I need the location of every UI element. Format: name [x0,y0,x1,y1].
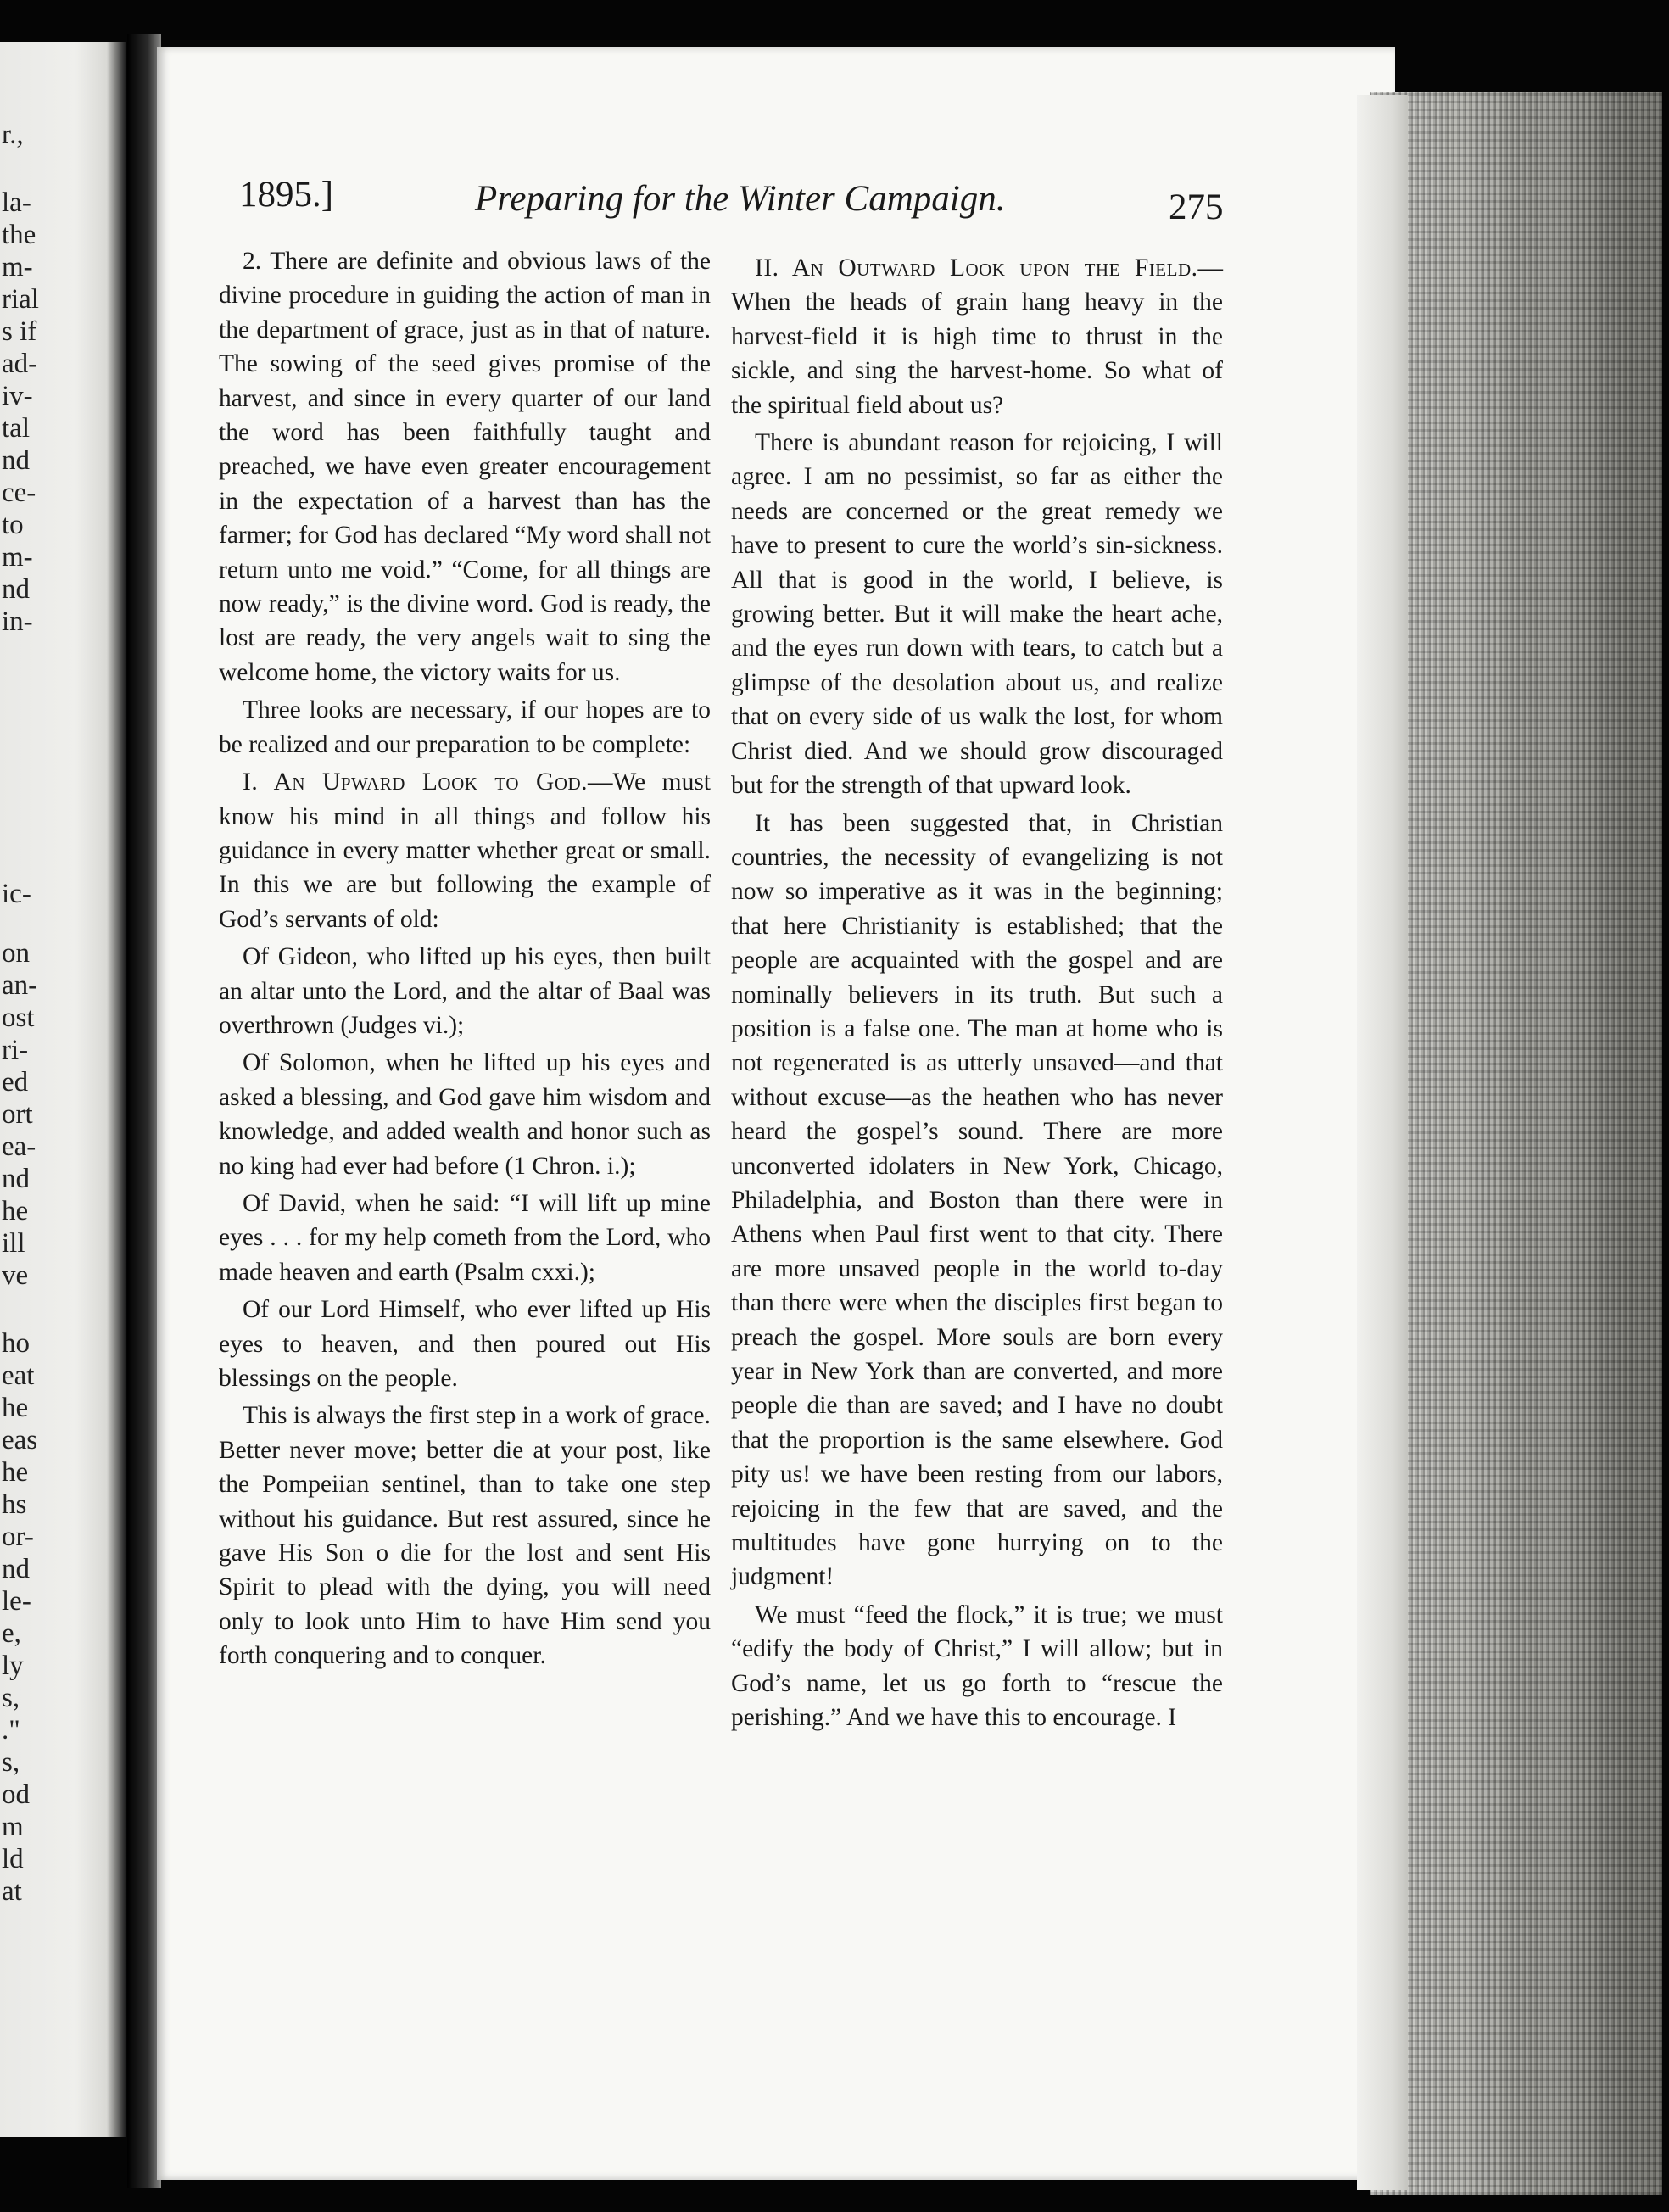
previous-page-text-fragment: iv- [2,381,33,411]
previous-page-text-fragment: ed [2,1067,29,1098]
previous-page-text-fragment: ho [2,1328,30,1359]
previous-page-text-fragment: ic- [2,879,31,909]
previous-page-text-fragment: s, [2,1747,20,1778]
previous-page-text-fragment: nd [2,1164,30,1194]
book-gutter [127,34,161,2188]
previous-page-text-fragment: eas [2,1425,38,1455]
previous-page-text-fragment: tal [2,413,30,444]
section-upward-look [219,765,711,936]
previous-page-text-fragment: he [2,1457,29,1488]
previous-page-text-fragment: ad- [2,349,38,379]
previous-page-text-fragment: ve [2,1260,29,1291]
section-heading-upward-look: I. An Upward Look to God. [243,768,589,796]
previous-page-text-fragment: m- [2,542,33,573]
previous-page-text-fragment: ri- [2,1035,29,1065]
previous-page-text-fragment: to [2,510,24,540]
paragraph-solomon: Of Solomon, when he lifted up his eyes and asked a blessing, and God gave him wisdom and knowledge, and added wealth and honor such as no king had ever had before (1 Chron. i.); [219,1049,711,1180]
previous-page-text-fragment: s, [2,1683,20,1713]
previous-page-text-fragment: ea- [2,1131,36,1162]
previous-page-text-fragment: nd [2,1554,30,1584]
previous-page-text-fragment: eat [2,1360,35,1391]
previous-page-text-fragment: on [2,938,30,969]
previous-page-text-fragment: ld [2,1844,24,1874]
paragraph-our-lord: Of our Lord Himself, who ever lifted up His eyes to heaven, and then poured out His blessings on the people. [219,1296,711,1392]
right-text-column [731,251,1223,1734]
previous-page-text-fragment: ly [2,1651,24,1681]
previous-page-text-fragment: ort [2,1099,33,1130]
previous-page-text-fragment: r., [2,120,24,150]
page-number: 275 [1169,187,1224,227]
page-stack-edge [1370,92,1662,2195]
previous-page-text-fragment: at [2,1876,22,1907]
previous-page-text-fragment: ." [2,1715,20,1746]
page-edge-highlight [1357,95,1408,2190]
previous-page-text-fragment: m [2,1812,24,1842]
previous-page-text-fragment: rial [2,284,39,315]
previous-page-text-fragment: nd [2,574,30,605]
previous-page-text-fragment: an- [2,970,38,1001]
previous-page-text-fragment: la- [2,187,31,218]
paragraph-david: Of David, when he said: “I will lift up mine eyes . . . for my help cometh from the Lord, who made heaven and earth (Psalm cxxi.); [219,1189,711,1286]
paragraph-evangelizing: It has been suggested that, in Christian countries, the necessity of evangelizing is not now so imperative as it was in the beginning; that here Christianity is established; that the people are acquainted with the gospel and are nominally believers in its truth. But such a position is a false one. The man at home who is not regenerated is as utterly unsaved—and that without excuse—as the heathen who has never heard the gospel’s sound. There are more unconverted idolaters in New York, Chicago, Philadelphia, and Boston than there were in Athens when Paul first went to that city. There are more unsaved people in the world to-day than there were when the disciples first began to preach the gospel. More souls are born every year in New York than are converted, and more people die than are saved; and I have no doubt that the proportion is the same elsewhere. God pity us! we have been resting from our labors, rejoicing in the few that are saved, and the multitudes have gone hurrying on to the judgment! [731,809,1223,1591]
paragraph-gideon: Of Gideon, who lifted up his eyes, then built an altar unto the Lord, and the altar of Baal was overthrown (Judges vi.); [219,943,711,1039]
previous-page-text-fragment: ost [2,1003,35,1033]
previous-page-text-fragment: nd [2,445,30,476]
previous-page-text-fragment: in- [2,606,33,637]
header-running-title: Preparing for the Winter Campaign. [475,179,1006,219]
paragraph-three-looks: Three looks are necessary, if our hopes are to be realized and our preparation to be complete: [219,696,711,758]
previous-page-text-fragment: hs [2,1489,27,1520]
running-header [0,161,1662,237]
section-upward-look-text: —We must know his mind in all things and follow his guidance in every matter whether great or small. In this we are but following the example of God’s servants of old: [219,768,712,933]
previous-page-text-fragment: e, [2,1618,21,1649]
paragraph-divine-procedure: 2. There are definite and obvious laws of the divine procedure in guiding the action of man in the department of grace, just as in that of nature. The sowing of the seed gives promise of the harvest, and since in every quarter of our land the word has been faithfully taught and preached, we have even greater encouragement in the expectation of a harvest than has the farmer; for God has declared “My word shall not return unto me void.” “Come, for all things are now ready,” is the divine word. God is ready, the lost are ready, the very angels wait to sing the welcome home, the victory waits for us. [219,248,711,686]
section-outward-look [731,251,1223,422]
section-heading-outward-look: II. An Outward Look upon the Field. [755,254,1198,282]
header-year: 1895.] [239,175,334,215]
previous-page-text-fragment: or- [2,1522,34,1552]
paragraph-first-step: This is always the first step in a work of grace. Better never move; better die at your post, like the Pompeiian sentinel, than to take one step without his guidance. But rest assured, since he gave His Son o die for the lost and sent His Spirit to plead with the dying, you will need only to look unto Him to have Him send you forth conquering and to conquer. [219,1402,711,1670]
previous-page-text-fragment: ill [2,1228,25,1259]
previous-page-text-fragment: le- [2,1586,31,1617]
previous-page-text-fragment: he [2,1196,29,1226]
previous-page-text-fragment: m- [2,252,33,282]
previous-page-text-fragment: od [2,1779,30,1810]
paragraph-rejoicing: There is abundant reason for rejoicing, I will agree. I am no pessimist, so far as either the needs are concerned or the great remedy we have to present to cure the world’s sin-sickness. All that is good in the world, I believe, is growing better. But it will make the heart ache, and the eyes run down with tears, to catch but a glimpse of the desolation about us, and realize that on every side of us walk the lost, for whom Christ died. And we should grow discouraged but for the strength of that upward look. [731,429,1223,800]
paragraph-feed-the-flock: We must “feed the flock,” it is true; we must “edify the body of Christ,” I will allow; but in God’s name, let us go forth to “rescue the perishing.” And we have this to encourage. I [731,1600,1223,1732]
section-outward-look-text: —When the heads of grain hang heavy in the harvest-field it is high time to thrust in the sickle, and sing the harvest-home. So what of the spiritual field about us? [731,254,1223,419]
previous-page-text-fragment: the [2,220,36,250]
previous-page-text-fragment: ce- [2,478,36,508]
previous-page-text-fragment: he [2,1393,29,1423]
left-text-column [219,244,711,1673]
previous-page-edge [0,42,126,2137]
previous-page-text-fragment: s if [2,316,37,347]
